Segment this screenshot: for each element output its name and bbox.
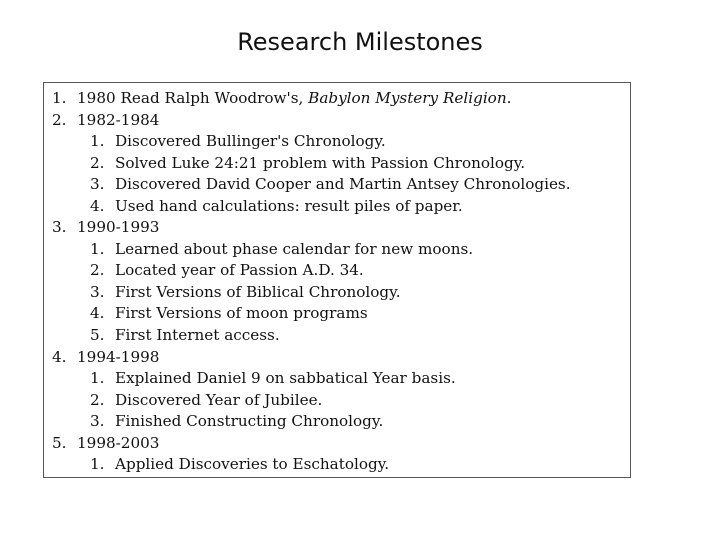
sub-item-text: Applied Discoveries to Eschatology. — [115, 455, 390, 474]
milestones-box — [43, 82, 631, 478]
sub-list — [52, 131, 571, 217]
sub-item-text: First Internet access. — [115, 326, 280, 345]
milestone-item — [52, 347, 571, 433]
list-number: 1. — [90, 239, 105, 258]
sub-item-text: Solved Luke 24:21 problem with Passion Chronology. — [115, 153, 526, 172]
sub-item-text: Learned about phase calendar for new moons. — [115, 239, 474, 258]
sub-item-text: Discovered Bullinger's Chronology. — [115, 132, 386, 151]
sub-list — [52, 454, 571, 476]
list-number: 2. — [90, 261, 105, 280]
list-number: 3. — [90, 282, 105, 301]
list-number: 2. — [90, 153, 105, 172]
list-number: 1. — [90, 132, 105, 151]
list-number: 4. — [52, 347, 67, 366]
sub-item — [90, 239, 571, 261]
page-title: Research Milestones — [237, 28, 483, 56]
list-number: 4. — [90, 196, 105, 215]
sub-item — [90, 174, 571, 196]
book-title: Babylon Mystery Religion — [308, 89, 507, 107]
sub-item — [90, 153, 571, 175]
sub-item-text: Used hand calculations: result piles of paper. — [115, 196, 463, 215]
list-number: 4. — [90, 304, 105, 323]
list-number: 2. — [90, 390, 105, 409]
sub-item-text: Discovered David Cooper and Martin Antsey Chronologies. — [115, 175, 571, 194]
sub-item — [90, 282, 571, 304]
sub-item-text: Finished Constructing Chronology. — [115, 412, 384, 431]
list-number: 3. — [90, 175, 105, 194]
sub-item-text: Discovered Year of Jubilee. — [115, 390, 323, 409]
milestone-item — [52, 88, 571, 110]
milestone-period: 1990-1993 — [77, 218, 160, 237]
list-number: 3. — [90, 412, 105, 431]
milestone-item — [52, 110, 571, 218]
milestone-text-suffix: . — [506, 89, 512, 107]
list-number: 1. — [90, 455, 105, 474]
sub-item — [90, 196, 571, 218]
list-number: 2. — [52, 110, 67, 129]
list-number: 1. — [52, 89, 67, 107]
sub-item-text: Explained Daniel 9 on sabbatical Year basis. — [115, 369, 456, 388]
sub-item — [90, 368, 571, 390]
sub-item — [90, 390, 571, 412]
sub-item-text: First Versions of Biblical Chronology. — [115, 282, 401, 301]
sub-item-text: First Versions of moon programs — [115, 304, 368, 323]
sub-item — [90, 454, 571, 476]
sub-item-text: Located year of Passion A.D. 34. — [115, 261, 364, 280]
list-number: 5. — [52, 433, 67, 452]
milestone-item — [52, 433, 571, 476]
list-number: 5. — [90, 326, 105, 345]
milestone-period: 1994-1998 — [77, 347, 160, 366]
sub-list — [52, 368, 571, 433]
sub-item — [90, 131, 571, 153]
milestone-item — [52, 217, 571, 346]
sub-item — [90, 411, 571, 433]
sub-item — [90, 303, 571, 325]
list-number: 3. — [52, 218, 67, 237]
sub-item — [90, 260, 571, 282]
milestone-list — [52, 88, 571, 476]
milestone-period: 1998-2003 — [77, 433, 160, 452]
list-number: 1. — [90, 369, 105, 388]
sub-item — [90, 325, 571, 347]
milestone-period: 1982-1984 — [77, 110, 160, 129]
milestone-text: 1980 Read Ralph Woodrow's, — [77, 89, 309, 107]
sub-list — [52, 239, 571, 347]
